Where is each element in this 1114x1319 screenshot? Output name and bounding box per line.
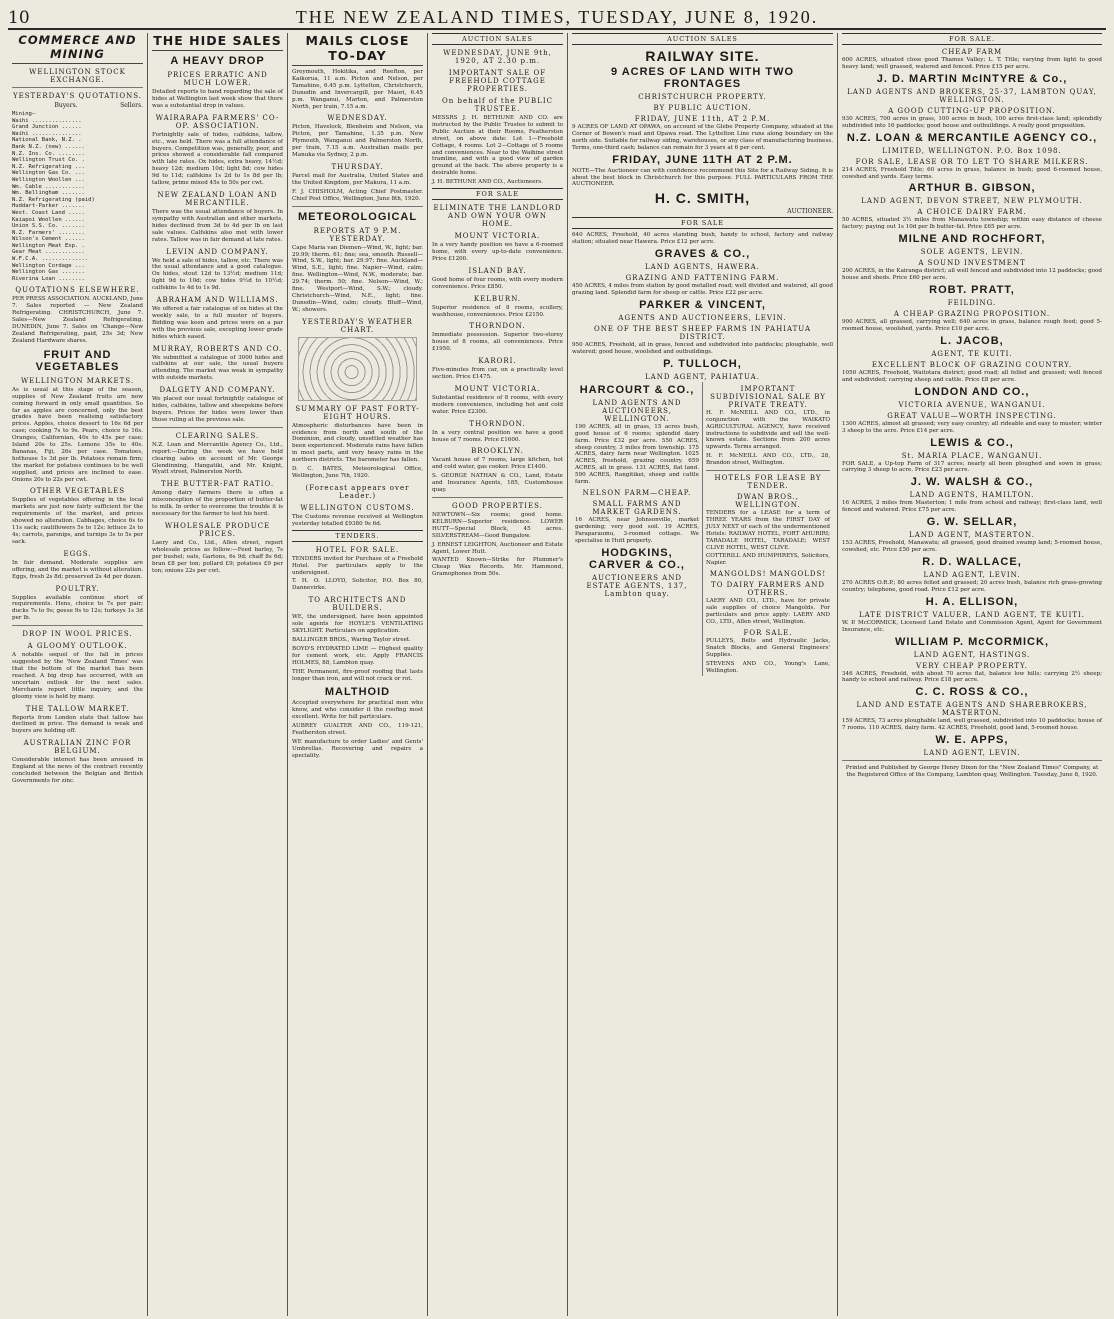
hides-intro: Detailed reports to hand regarding the sale of hides at Wellington last week show that there was a substantial drop in values. bbox=[152, 89, 283, 109]
parker-name: PARKER & VINCENT, bbox=[639, 298, 766, 311]
harcourt-text: 190 ACRES, all in grass, 15 acres bush, good house of 6 rooms; splendid dairy farm. Price £32 per acre. 550 ACRES, sheep country, 3 miles from township. 175 ACRES, dairy farm near Wellington. 1025 ACRES, freehold, grazing country. 659 ACRES, all in grass. 131 ACRES, flat land. 590 ACRES, Rangitikei, sheep and cattle farm. bbox=[575, 423, 699, 486]
victoria2-text: Substantial residence of 8 rooms, with every modern convenience, including hot and cold water. Price £2300. bbox=[432, 394, 563, 415]
column-railway bbox=[568, 33, 838, 1316]
fruit-subtitle: WELLINGTON MARKETS. bbox=[20, 376, 135, 385]
tulloch-role: LAND AGENT, PAHIATUA. bbox=[645, 372, 760, 381]
graves-name: GRAVES & CO., bbox=[654, 248, 751, 261]
island-text: Good home of four rooms, with every modern convenience. Price £850. bbox=[432, 276, 563, 290]
hides-subtitle-2: PRICES ERRATIC AND MUCH LOWER. bbox=[167, 71, 268, 87]
railway-text: 9 ACRES OF LAND AT OPAWA, on account of the Glebe Property Company, situated at the Corner of Bowen's road and Opawa road. The Lyttelton Line runs along boundary on the north side. Suitable for railway siding, warehouses, or any class of manufacturing business. Terms, one-third cash; balance can remain for 3 years at 6 per cent. bbox=[572, 124, 833, 151]
gibson-name: ARTHUR B. GIBSON, bbox=[908, 182, 1036, 195]
page-number: 10 bbox=[8, 8, 30, 28]
pratt-name: ROBT. PRATT, bbox=[929, 284, 1015, 297]
poultry-text: Supplies available continue short of requirements. Hens, choice to 7s per pair; ducks 7s to 9s; geese 9s to 12s; turkeys 1s 3d per lb. bbox=[12, 594, 143, 622]
freehold-title: IMPORTANT SALE OF FREEHOLD COTTAGE PROPERTIES. bbox=[448, 69, 547, 93]
freehold-text: MESSRS J. H. BETHUNE AND CO. are instructed by the Public Trustee to submit to Public Auction at their Rooms, Featherston street, on above date: Lot 1—Freehold Cottage, 4 rooms. Lot 2—Cottage of 5 rooms and conveniences. Near to the Waihine street tramline, and with a good view of garden ground at the back. The above property is a desirable home. bbox=[432, 115, 563, 177]
sound-text: 200 ACRES, in the Kairanga district; all well fenced and subdivided into 12 paddocks; good house and sheds. Price £60 per acre. bbox=[842, 268, 1102, 282]
eggs-text: In fair demand. Moderate supplies are offering, and the market is without alteration. Eggs, fresh 2s 8d; preserved 2s 4d per dozen. bbox=[12, 559, 143, 580]
auction-bar: AUCTION SALES bbox=[432, 33, 563, 45]
cheap-farm-title: CHEAP FARM bbox=[941, 48, 1003, 56]
smith-name: H. C. SMITH, bbox=[654, 190, 751, 207]
elsewhere-title: QUOTATIONS ELSEWHERE. bbox=[15, 286, 140, 295]
mcneill-signature: H. F. McNEILL AND CO., LTD., 28, Brandon street, Wellington. bbox=[706, 453, 830, 467]
railway-city: CHRISTCHURCH PROPERTY. bbox=[638, 93, 767, 101]
architects-title: TO ARCHITECTS AND BUILDERS. bbox=[308, 596, 407, 613]
forecast-signature: D. C. BATES, Meteorological Office, Wellington, June 7th, 1920. bbox=[292, 466, 423, 479]
mccormick-text: W. P. McCORMICK, Licensed Land Estate and Commission Agent, Agent for Government Insurance, etc. bbox=[842, 619, 1102, 633]
forsale-bar-2: FOR SALE bbox=[572, 217, 833, 229]
railway-by: BY PUBLIC AUCTION. bbox=[653, 104, 752, 112]
small-farms-title: SMALL FARMS AND MARKET GARDENS. bbox=[592, 499, 682, 516]
loan-title: NEW ZEALAND LOAN AND MERCANTILE. bbox=[157, 190, 278, 207]
gibson-role: LAND AGENT, DEVON STREET, NEW PLYMOUTH. bbox=[861, 197, 1083, 206]
farmers-text: Fortnightly sale of hides, calfskins, tallow, etc., was held. There was a full attendance of buyers. Competition was, generally, poor, and prices showed a considerable fall compared with late rates. Ox hides, extra heavy, 14½d; heavy 12d; medium 10d; light 8d; cow hides 9d to 11d; calfskins 1s 2d to 1s 8d per lb; tallow, prime mixed 45s to 50s per cwt. bbox=[152, 131, 283, 187]
eggs-title: EGGS. bbox=[63, 549, 92, 558]
fruit-title: FRUIT AND VEGETABLES bbox=[35, 348, 120, 373]
karori-title: KARORI. bbox=[478, 357, 517, 366]
railway-friday: FRIDAY, JUNE 11TH AT 2 P.M. bbox=[612, 153, 793, 166]
thursday-title: THURSDAY. bbox=[331, 162, 384, 171]
zinc-text: Considerable interest has been aroused in England at the news of the contract recently concluded between the Belgian and British Governments for zinc. bbox=[12, 757, 143, 784]
reports-text: Cape Maria van Diemen—Wind, W., light; bar. 29.99; therm. 61; fine; sea, smooth. Russell—Wind, S.W., light; bar. 29.97; fine. Auckland—Wind, S.E., light; fine. Napier—Wind, calm; fine. Wellington—Wind, N.W., moderate; bar. 29.74; therm. 50; fine. Nelson—Wind, W.; fine. Westport—Wind, S.W.; cloudy. Christchurch—Wind, N.E., light; fine. Dunedin—Wind, calm; cloudy. Bluff—Wind, W.; showers. bbox=[292, 244, 423, 313]
wholesale-title: WHOLESALE PRODUCE PRICES. bbox=[164, 521, 271, 538]
quotations-title: YESTERDAY'S QUOTATIONS. bbox=[13, 92, 142, 100]
very-cheap-text: 346 ACRES, Freehold, with about 70 acres flat, balance low hills; carrying 2½ sheep; handy to school and railway. Price £18 per acre. bbox=[842, 670, 1102, 684]
section-head-hides: THE HIDE SALES bbox=[152, 33, 283, 51]
stock-list: Mining— Waihi ............... Grand Junction ...... Waihi ............... National Bank, N.Z. . Bank N.Z. (new) ...... N.Z. Ins. Co. ........ Wellington Trust Co. . N.Z. Refrigerating ... Wellington Gas Co. ... Wellington Woollen ... Wm. Cable ............ Wm. Bellingham ....... N.Z. Refrigerating (paid) Huddart-Parker ....... West. Coast Land ..... Kaiapoi Woollen ...... Union S.S. Co. ....... N.Z. Farmers' ........ Wilson's Cement ...... Wellington Meat Exp. . Gear Meat ............ W.F.C.A. .............. Wellington Cordage ... Wellington Gas ....... Riverina Loan ........ bbox=[12, 111, 95, 282]
thorndon2-title: THORNDON. bbox=[469, 419, 526, 428]
london-name: LONDON AND CO., bbox=[914, 385, 1030, 398]
hodgkins-name: HODGKINS, CARVER & CO., bbox=[589, 546, 685, 571]
hotels-signature: COTTERILL AND HUMPHREYS, Solicitors, Napier. bbox=[706, 553, 830, 567]
butter-text: Among dairy farmers there is often a misconception of the proportion of butter-fat to milk. In order to overcome the trouble it is necessary for the farmer to test his herd. bbox=[152, 490, 283, 518]
walsh-role: LAND AGENTS, HAMILTON. bbox=[909, 491, 1035, 500]
clearing-text: N.Z. Loan and Mercantile Agency Co., Ltd., report:—During the week we have held clearing sales on account of Mr. George Glendinning, Hangatiki, and Mr. Knight, Wyatt street, Palmerston North. bbox=[152, 441, 283, 476]
good-properties-text: NEWTOWN—Six rooms; good home. KELBURN—Superior residence. LOWER HUTT—Special Block, 45 acres. SILVERSTREAM—Good Bungalow. bbox=[432, 512, 563, 539]
column-hides bbox=[148, 33, 288, 1316]
auction-date: WEDNESDAY, JUNE 9th, 1920, AT 2.30 p.m. bbox=[443, 49, 552, 65]
umbrella-ad: WE manufacture to order Ladies' and Gents' Umbrellas. Recovering and repairs a speciality. bbox=[292, 738, 423, 759]
hotel-signature: T. H. O. LLOYD, Solicitor, P.O. Box 80, Dannevirke. bbox=[292, 578, 423, 592]
wallace-name: R. D. WALLACE, bbox=[922, 555, 1022, 568]
tulloch-name: P. TULLOCH, bbox=[663, 357, 742, 370]
summary-title: SUMMARY OF PAST FORTY-EIGHT HOURS. bbox=[295, 404, 420, 421]
lease-text: 214 ACRES, Freehold Title; 60 acres in grass, balance in bush; good 6-roomed house, cowshed and yards. Easy terms. bbox=[842, 166, 1102, 180]
architects-signature: BALLINGER BROS., Waring Taylor street. bbox=[292, 636, 411, 643]
buyers-label: Buyers. bbox=[54, 102, 78, 109]
stevens-signature: STEVENS AND CO., Young's Lane, Wellington. bbox=[706, 660, 830, 674]
customs-text: The Customs revenue received at Wellington yesterday totalled £9380 9s 6d. bbox=[292, 513, 423, 527]
jacob-role: AGENT, TE KUITI. bbox=[931, 349, 1013, 358]
ellison-role: LATE DISTRICT VALUER, LAND AGENT, TE KUITI. bbox=[858, 610, 1086, 619]
ellison-name: H. A. ELLISON, bbox=[925, 595, 1019, 608]
column-mails bbox=[288, 33, 428, 1316]
hotels-title: HOTELS FOR LEASE BY TENDER. bbox=[714, 474, 822, 491]
railway-title: RAILWAY SITE. bbox=[645, 48, 760, 64]
forsale-small-title: FOR SALE. bbox=[743, 628, 793, 637]
victoria2-title: MOUNT VICTORIA. bbox=[454, 384, 541, 393]
cheap-farm-text: 600 ACRES, situated close good Thames Valley; L. T. Title; varying from light to good heavy land; well grassed, watered and fenced. Price £15 per acre. bbox=[842, 57, 1102, 70]
column-farms bbox=[838, 33, 1106, 1316]
very-cheap-title: VERY CHEAP PROPERTY. bbox=[916, 661, 1028, 670]
great-value-text: 1300 ACRES, almost all grassed; very easy country; all rideable and easy to muster; winter 3 sheep to the acre. Price £14 per acre. bbox=[842, 420, 1102, 434]
important-title: IMPORTANT SUBDIVISIONAL SALE BY PRIVATE TREATY. bbox=[710, 384, 826, 409]
grazing-proposition-title: A CHEAP GRAZING PROPOSITION. bbox=[893, 310, 1051, 319]
section-head-commerce: COMMERCE AND MINING bbox=[12, 33, 143, 64]
imprint-footer: Printed and Published by George Henry Dixon for the "New Zealand Times" Company, at the Registered Office of the Company, Lambton quay, Wellington. Tuesday, June 8, 1920. bbox=[845, 765, 1099, 779]
sellar-name: G. W. SELLAR, bbox=[926, 516, 1018, 529]
weather-chart-title: YESTERDAY'S WEATHER CHART. bbox=[302, 317, 413, 334]
wool-subtitle: A GLOOMY OUTLOOK. bbox=[27, 642, 128, 651]
nelson-farm-title: NELSON FARM—CHEAP. bbox=[582, 488, 692, 497]
wholesale-text: Laery and Co., Ltd., Allen street, report wholesale prices as follow:—Feed barley, 7s per bushel; oats, Gartons, 6s 9d; chaff 8s 6d; bran £8 per ton; pollard £9; potatoes £9 per ton; onions 22s per cwt. bbox=[152, 539, 283, 574]
clearing-title: CLEARING SALES. bbox=[175, 431, 260, 440]
walsh-name: J. W. WALSH & CO., bbox=[910, 476, 1034, 489]
section-head-mails: MAILS CLOSE TO-DAY bbox=[292, 33, 423, 66]
grazing-proposition-text: 900 ACRES, all grassed, carrying well; 640 acres in grass, balance rough feed; good 5-roomed house, woolshed, yards. Price £10 per acre. bbox=[842, 319, 1102, 332]
cutting-text: 930 ACRES, 700 acres in grass, 100 acres in bush, 100 acres first-class land; splendidly subdivided into 16 paddocks; good house and outbuildings. A really good proposition. bbox=[842, 115, 1102, 129]
graves-role: LAND AGENTS, HAWERA. bbox=[645, 263, 760, 272]
butter-title: THE BUTTER-FAT RATIO. bbox=[160, 480, 275, 489]
pulleys-text: PULLEYS, Belts and Hydraulic Jacks, Snatch Blocks, and General Engineers' Supplies. bbox=[706, 637, 830, 658]
laery-text: LAERY AND CO., LTD., have for private sale supplies of choice Mangolds. For particulars and price apply: LAERY AND CO., LTD., Allen street, Wellington. bbox=[706, 598, 830, 625]
pratt-role: FEILDING. bbox=[947, 299, 997, 308]
wanted-ad: WANTED Known—Strike for Plummer's Cheap Wax Records. Mr. Hammond, Gramophones from 50s. bbox=[432, 557, 563, 578]
auction-bar-2: AUCTION SALES bbox=[572, 33, 833, 45]
tallow-title: THE TALLOW MARKET. bbox=[25, 704, 130, 713]
dalgety-text: We placed our usual fortnightly catalogue of hides, calfskins, tallow and sheepskins before buyers. Prices for hides were lower than those ruling at the previous sale. bbox=[152, 396, 283, 423]
eliminate-title: ELIMINATE THE LANDLORD AND OWN YOUR OWN HOME. bbox=[433, 204, 562, 229]
newspaper-title: THE NEW ZEALAND TIMES, TUESDAY, JUNE 8, 1920. bbox=[295, 7, 819, 27]
thorndon2-text: In a very central position we have a good house of 7 rooms. Price £1600. bbox=[432, 429, 563, 443]
small-farms-text: 16 ACRES, near Johnsonville, market gardening; very good soil. 19 ACRES, Paraparaumu, 3-roomed cottage. We specialise in Hutt property. bbox=[575, 516, 699, 544]
nzloan-name: N.Z. LOAN & MERCANTILE AGENCY CO., bbox=[846, 131, 1098, 144]
walsh-text: FOR SALE, a Up-top Farm of 317 acres; nearly all been ploughed and sown in grass; carrying 3 sheep to acre. Price £23 per acre. bbox=[842, 460, 1102, 474]
farmers-title: WAIRARAPA FARMERS' CO-OP. ASSOCIATION. bbox=[155, 113, 280, 130]
best-farm-title: ONE OF THE BEST SHEEP FARMS IN PAHIATUA DISTRICT. bbox=[593, 324, 812, 341]
permanent-ad: THE Permanent, fire-proof roofing that lasts longer than iron, and will not crack or rot. bbox=[292, 668, 423, 682]
wallace-role: LAND AGENT, LEVIN. bbox=[923, 570, 1021, 579]
mccormick-role: LAND AGENT, HASTINGS. bbox=[913, 650, 1031, 659]
dairy-title: A CHOICE DAIRY FARM. bbox=[917, 208, 1027, 217]
forsale-bar-3: FOR SALE. bbox=[842, 33, 1102, 45]
excellent-text: 1050 ACRES, Freehold, Waitotara district; good road; all felled and grassed; well fenced and subdivided; carrying sheep and cattle. Price £8 per acre. bbox=[842, 369, 1102, 383]
forsale-bar: FOR SALE bbox=[432, 188, 563, 200]
column-auctions bbox=[428, 33, 568, 1316]
levin-text: We held a sale of hides, tallow, etc. There was the usual attendance and a good catalogue. Ox hides, stout 12d to 13½d; medium 11d; light 9d to 10d; cow hides 9½d to 10½d; calfskins 1s 4d to 1s 9d. bbox=[152, 257, 283, 292]
harcourt-role: LAND AGENTS AND AUCTIONEERS, WELLINGTON. bbox=[592, 398, 682, 423]
abraham-text: We offered a fair catalogue of ox hides at the weekly sale, to a full muster of buyers. Bidding was keen and prices were on a par with the previous sale, excepting lower grade hides which eased. bbox=[152, 306, 283, 340]
zinc-title: AUSTRALIAN ZINC FOR BELGIUM. bbox=[23, 739, 132, 756]
grazing-title: GRAZING AND FATTENING FARM. bbox=[625, 274, 780, 283]
malthoid-signature: AUBREY GUALTER AND CO., 119-121, Featherston street. bbox=[292, 723, 423, 737]
london-role: VICTORIA AVENUE, WANGANUI. bbox=[898, 400, 1046, 409]
levin-title: LEVIN AND COMPANY. bbox=[166, 247, 269, 256]
forecast-note: (Forecast appears over Leader.) bbox=[305, 483, 410, 500]
malthoid-text: Accepted everywhere for practical men who know, and who consider it the roofing most excellent. Write for full particulars. bbox=[292, 700, 423, 721]
freehold-subtitle: On behalf of the PUBLIC TRUSTEE. bbox=[442, 97, 553, 113]
ellison-text: 270 ACRES O.R.P.; 80 acres felled and grassed; 20 acres bush, balance rich grass-growing country; telephone, good road. Price £12 per acre. bbox=[842, 579, 1102, 593]
excellent-title: EXCELLENT BLOCK OF GRAZING COUNTRY. bbox=[871, 360, 1073, 369]
lewis-name: LEWIS & CO., bbox=[930, 436, 1014, 449]
hotels-subtitle: DWAN BROS., WELLINGTON. bbox=[735, 493, 801, 510]
sellar-role: LAND AGENT, MASTERTON. bbox=[909, 531, 1035, 540]
fruit-text: As is usual at this stage of the season, supplies of New Zealand fruits are now coming forward in only small quantities. So far as apples are concerned, only the best grades have been realising satisfactory prices. Apples, choice dessert to 16s 6d per case; cooking 7s to 9s. Pears, choice to 16s. Oranges, Californian, 40s to 45s per case; Island 20s to 25s. Lemons 35s to 40s. Bananas, Fiji, 26s per case. Tomatoes, hothouse 1s 3d per lb. Potatoes remain firm; the market for potatoes continues to be well supplied, and prices are inclined to ease. Onions 20s to 22s per cwt. bbox=[12, 386, 143, 483]
tenders-bar: TENDERS. bbox=[292, 530, 423, 542]
customs-title: WELLINGTON CUSTOMS. bbox=[300, 503, 415, 512]
malthoid-title: MALTHOID bbox=[324, 686, 391, 699]
weather-chart-image bbox=[298, 337, 417, 401]
victoria-text: In a very handy position we have a 6-roomed home, with every up-to-date convenience. Price £1200. bbox=[432, 242, 563, 262]
hotel-title: HOTEL FOR SALE. bbox=[315, 545, 400, 554]
boyd-ad: BOYD'S HYDRATED LIME — Highest quality for cement work, etc. Apply FRANCIS HOLMES, 88, Lambton quay. bbox=[292, 645, 423, 666]
murray-title: MURRAY, ROBERTS AND CO. bbox=[152, 344, 283, 353]
brooklyn-title: BROOKLYN. bbox=[471, 447, 524, 456]
other-veg-text: Supplies of vegetables offering in the local markets are just now fairly sufficient for the requirements of the market, and prices showed no alteration. Cabbages, choice 6s to 11s sack; cauliflowers 5s to 12s; lettuce 2s to 4s; carrots, parsnips, and turnips 3s to 5s per sack. bbox=[12, 497, 143, 545]
tallow-text: Reports from London state that tallow has declined in price. The demand is weak and buyers are holding off. bbox=[12, 714, 143, 735]
dairy-farmers-title: TO DAIRY FARMERS AND OTHERS. bbox=[711, 581, 825, 598]
sellar-text: 16 ACRES, 2 miles from Masterton; 1 mile from school and railway; first-class land, well fenced and watered. Price £75 per acre. bbox=[842, 500, 1102, 514]
graves-text: 640 ACRES, Freehold, 40 acres standing bush, handy to school, factory and railway station; situated near Hawera. Price £12 per acre. bbox=[572, 232, 833, 246]
architects-text: WE, the undersigned, have been appointed sole agents for HOYLE'S VENTILATING SKYLIGHT. Particulars on application. bbox=[292, 614, 423, 635]
thorndon-text: Immediate possession. Superior two-storey house of 8 rooms, all conveniences. Price £1950. bbox=[432, 332, 563, 353]
abraham-title: ABRAHAM AND WILLIAMS. bbox=[156, 296, 279, 305]
elsewhere-text: PER PRESS ASSOCIATION. AUCKLAND, June 7. Sales reported — New Zealand Refrigerating. CHRISTCHURCH, June 7. Sales—New Zealand Refrigerating. DUNEDIN, June 7. Sales on 'Change—New Zealand Refrigerating, paid, 25s 3d; New Zealand Hardware shares. bbox=[12, 296, 143, 344]
hotel-text: TENDERS invited for Purchase of a Freehold Hotel. For particulars apply to the undersigned. bbox=[292, 555, 423, 576]
sellers-label: Sellers. bbox=[120, 102, 143, 109]
mails-text: Greymouth, Hokitika, and Reefton, per Kaikorua, 11 a.m. Picton and Nelson, per Tamahine, 6.45 p.m. Lyttelton, Christchurch, Dunedin and Invercargill, per Maori, 6.45 p.m. Wanganui, Marton, and Palmerston North, per train, 7.15 a.m. bbox=[292, 69, 423, 110]
wednesday-title: WEDNESDAY. bbox=[327, 114, 388, 123]
dalgety-title: DALGETY AND COMPANY. bbox=[159, 386, 276, 395]
railway-subtitle: 9 ACRES OF LAND WITH TWO FRONTAGES bbox=[610, 66, 795, 90]
masthead bbox=[8, 4, 1106, 30]
lewis-role: St. MARIA PLACE, WANGANUI. bbox=[901, 451, 1043, 460]
column-commerce bbox=[8, 33, 148, 1316]
wool-text: A notable sequel of the fall in prices suggested by the 'New Zealand Times' was that the bottom of the market has been reached. A big drop has occurred, with an uncertain outlook for the next sales. Merchants report little inquiry, and the gloomy view is held by many. bbox=[12, 652, 143, 700]
murray-text: We submitted a catalogue of 3000 hides and calfskins at our sale, the usual buyers attending. The market was weak in sympathy with outside markets. bbox=[152, 354, 283, 382]
cutting-title: A GOOD CUTTING-UP PROPOSITION. bbox=[888, 106, 1056, 115]
nzloan-role: LIMITED, WELLINGTON. P.O. Box 1098. bbox=[882, 146, 1062, 155]
sound-title: A SOUND INVESTMENT bbox=[918, 259, 1026, 268]
parker-role: AGENTS AND AUCTIONEERS, LEVIN. bbox=[618, 313, 787, 322]
wallace-text: 153 ACRES, Freehold, Manawatu; all grassed, good drained swamp land; 5-roomed house, cowshed, etc. Price £50 per acre. bbox=[842, 540, 1102, 554]
summary-text: Atmospheric disturbances have been in evidence from north and south of the Dominion, and cloudy, unsettled weather has been experienced. Moderate rains have fallen in most parts, and very heavy rains in the northern districts. The barometer has fallen. bbox=[292, 422, 423, 464]
poultry-title: POULTRY. bbox=[55, 584, 100, 593]
smith-role: AUCTIONEER. bbox=[787, 208, 833, 216]
martin-role: LAND AGENTS AND BROKERS, 25-37, LAMBTON QUAY, WELLINGTON. bbox=[847, 87, 1097, 104]
thorndon-title: THORNDON. bbox=[469, 322, 526, 331]
wool-title: DROP IN WOOL PRICES. bbox=[22, 630, 133, 639]
grazing-text: 450 ACRES, 4 miles from station by good metalled road; well divided and watered, all good grazing land. Splendid farm for sheep or cattle. Price £22 per acre. bbox=[572, 283, 833, 297]
leighton-signature: J. ERNEST LEIGHTON, Auctioneer and Estate Agent, Lower Hutt. bbox=[432, 541, 563, 555]
ross-name: C. C. ROSS & CO., bbox=[915, 686, 1029, 699]
kelburn-text: Superior residence of 8 rooms, scullery, washhouse, conveniences. Price £2150. bbox=[432, 304, 563, 318]
ross-role: LAND AND ESTATE AGENTS AND SHAREBROKERS, MASTERTON. bbox=[856, 701, 1088, 718]
apps-name: W. E. APPS, bbox=[935, 734, 1009, 747]
postmaster-signature: F. J. CHISHOLM, Acting Chief Postmaster. Chief Post Office, Wellington, June 8th, 1920. bbox=[292, 188, 423, 202]
nathan-signature: S. GEORGE NATHAN & CO., Land, Estate and Insurance Agents, 185, Customhouse quay. bbox=[432, 473, 563, 494]
mccormick-name: WILLIAM P. McCORMICK, bbox=[894, 635, 1049, 648]
columns bbox=[8, 33, 1106, 1316]
exchange-title: WELLINGTON STOCK EXCHANGE. bbox=[29, 68, 126, 84]
apps-text: 159 ACRES, 73 acres ploughable land, well grassed, subdivided into 10 paddocks; house of 7 rooms. 110 ACRES, dairy farm. 42 ACRES, Freehold, good land, 5-roomed house. bbox=[842, 718, 1102, 732]
freehold-signature: J. H. BETHUNE AND CO., Auctioneers. bbox=[432, 179, 543, 186]
brooklyn-text: Vacant house of 7 rooms, large kitchen, hot and cold water, gas cooker. Price £1400. bbox=[432, 457, 563, 471]
meteorological-title: METEOROLOGICAL bbox=[297, 210, 418, 223]
island-title: ISLAND BAY. bbox=[468, 266, 527, 275]
apps-role: LAND AGENT, LEVIN. bbox=[923, 749, 1021, 758]
milne-name: MILNE AND ROCHFORT, bbox=[898, 233, 1046, 246]
reports-title: REPORTS AT 9 P.M. YESTERDAY. bbox=[313, 226, 402, 243]
hotels-text: TENDERS for a LEASE for a term of THREE YEARS from the FIRST DAY of JULY NEXT of each of the undermentioned Hotels: RAILWAY HOTEL, FORT AHURIRI; TARADALE HOTEL, TARADALE; WEST CLIVE HOTEL, WEST CLIVE. bbox=[706, 510, 830, 551]
lease-title: FOR SALE, LEASE OR TO LET TO SHARE MILKERS. bbox=[855, 157, 1089, 166]
hodgkins-role: AUCTIONEERS AND ESTATE AGENTS, 137, Lambton quay. bbox=[586, 573, 688, 598]
great-value-title: GREAT VALUE—WORTH INSPECTING. bbox=[887, 411, 1057, 420]
railway-note: NOTE—The Auctioneer can with confidence recommend this Site for a Railway Siding. It is about the best block in Christchurch for this purpose. FULL PARTICULARS FROM THE AUCTIONEER. bbox=[572, 167, 833, 188]
hides-subtitle: A HEAVY DROP bbox=[170, 55, 265, 67]
victoria-title: MOUNT VICTORIA. bbox=[454, 232, 541, 241]
wednesday-text: Picton, Havelock, Blenheim and Nelson, via Picton, per Tamahine, 1.35 p.m. New Plymouth, Wanganui and Palmerston North, per train, 7.15 a.m. Australian mails per Manuka via Sydney, 2 p.m. bbox=[292, 124, 423, 159]
martin-name: J. D. MARTIN McINTYRE & Co., bbox=[876, 72, 1068, 85]
kelburn-title: KELBURN. bbox=[473, 294, 522, 303]
harcourt-name: HARCOURT & CO., bbox=[579, 383, 695, 396]
milne-role: SOLE AGENTS, LEVIN. bbox=[920, 248, 1024, 257]
railway-date: FRIDAY, JUNE 11th, AT 2 P.M. bbox=[634, 115, 771, 123]
dairy-text: 50 ACRES, situated 3½ miles from Manawatu township; within easy distance of cheese factory; paying out 1s 10d per lb butter-fat. Price £65 per acre. bbox=[842, 217, 1102, 231]
other-veg-title: OTHER VEGETABLES bbox=[29, 487, 126, 496]
important-text: H. F. McNEILL AND CO., LTD., in conjunction with the WAIKATO AGRICULTURAL AGENCY, have received instructions to subdivide and sell the well-known estate. Sections from 200 acres upwards. Terms arranged. bbox=[706, 409, 830, 451]
loan-text: There was the usual attendance of buyers. In sympathy with Australian and other markets, hides declined from 3d to 4d per lb on last sale values. Calfskins also met with lower rates. Tallow was in fair demand at late rates. bbox=[152, 208, 283, 243]
mangolds-title: MANGOLDS! MANGOLDS! bbox=[709, 570, 827, 579]
thursday-text: Parcel mail for Australia, United States and the United Kingdom, per Makura, 11 a.m. bbox=[292, 172, 423, 186]
best-farm-text: 950 ACRES, Freehold, all in grass, fenced and subdivided into paddocks; ploughable, well watered; good house, woolshed and outbuildings. bbox=[572, 341, 833, 355]
jacob-name: L. JACOB, bbox=[940, 334, 1004, 347]
good-properties-title: GOOD PROPERTIES. bbox=[452, 502, 543, 510]
karori-text: Five-minutes from car, on a practically level section. Price £1475. bbox=[432, 367, 563, 381]
